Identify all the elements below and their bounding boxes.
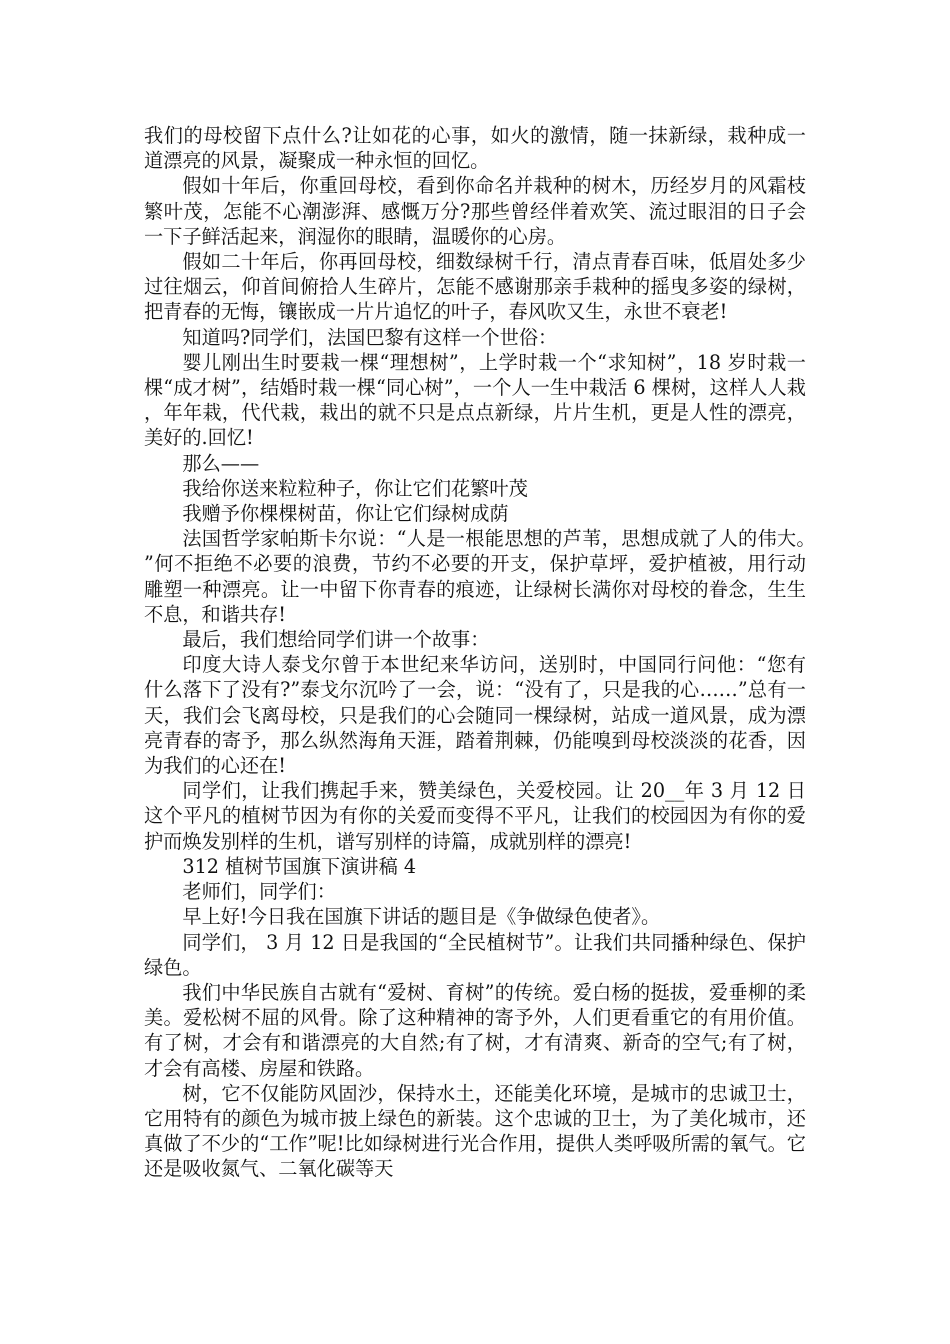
paragraph-17: 我们中华民族自古就有“爱树、育树”的传统。爱白杨的挺拔，爱垂柳的柔美。爱松树不屈的风骨。除了这种精神的寄予外，人们更看重它的有用价值。有了树，才会有和谐漂亮的大自然;有了树，才有清爽、新奇的空气;有了树，才会有高楼、房屋和铁路。: [144, 980, 806, 1080]
salutation: 老师们，同学们：: [182, 880, 336, 904]
paragraph-2: 假如十年后，你重回母校，看到你命名并栽种的树木，历经岁月的风霜枝繁叶茂，怎能不心潮澎湃、感慨万分?那些曾经伴着欢笑、流过眼泪的日子会一下子鲜活起来，润湿你的眼睛，温暖你的心房。: [144, 174, 806, 248]
paragraph-15: 早上好!今日我在国旗下讲话的题目是《争做绿色使者》。: [182, 905, 661, 929]
paragraph-3: 假如二十年后，你再回母校，细数绿树千行，清点青春百味，低眉处多少过往烟云，仰首间俯拾人生碎片，怎能不感谢那亲手栽种的摇曳多姿的绿树，把青春的无悔，镶嵌成一片片追忆的叶子，春风吹又生，永世不衰老!: [144, 250, 806, 324]
section-heading: 312 植树节国旗下演讲稿 4: [182, 854, 417, 878]
paragraph-7: 我给你送来粒粒种子，你让它们花繁叶茂: [182, 476, 528, 500]
paragraph-12: 同学们，让我们携起手来，赞美绿色，关爱校园。让 20__年 3 月 12 日这个平凡的植树节因为有你的关爱而变得不平凡，让我们的校园因为有你的爱护而焕发别样的生机，谱写别样的诗篇，成就别样的漂亮!: [144, 779, 806, 853]
paragraph-4: 知道吗?同学们，法国巴黎有这样一个世俗：: [182, 325, 558, 349]
document-page: [144, 123, 806, 1182]
paragraph-6: 那么——: [182, 451, 260, 475]
paragraph-8: 我赠予你棵棵树苗，你让它们绿树成荫: [182, 502, 509, 526]
paragraph-1: 我们的母校留下点什么?让如花的心事，如火的激情，随一抹新绿，栽种成一道漂亮的风景，凝聚成一种永恒的回忆。: [144, 124, 806, 173]
paragraph-9: 法国哲学家帕斯卡尔说：“人是一根能思想的芦苇，思想成就了人的伟大。”何不拒绝不必要的浪费，节约不必要的开支，保护草坪，爱护植被，用行动雕塑一种漂亮。让一中留下你青春的痕迹，让绿树长满你对母校的眷念，生生不息，和谐共存!: [144, 527, 806, 626]
paragraph-11: 印度大诗人泰戈尔曾于本世纪来华访问，送别时，中国同行问他：“您有什么落下了没有?”泰戈尔沉吟了一会，说：“没有了，只是我的心……”总有一天，我们会飞离母校，只是我们的心会随同一棵绿树，站成一道风景，成为漂亮青春的寄予，那么纵然海角天涯，踏着荆棘，仍能嗅到母校淡淡的花香，因为我们的心还在!: [144, 653, 806, 778]
paragraph-10: 最后，我们想给同学们讲一个故事：: [182, 628, 490, 652]
paragraph-16: 同学们， 3 月 12 日是我国的“全民植树节”。让我们共同播种绿色、保护绿色。: [144, 930, 806, 979]
paragraph-18: 树，它不仅能防风固沙，保持水土，还能美化环境，是城市的忠诚卫士，它用特有的颜色为城市披上绿色的新装。这个忠诚的卫士，为了美化城市，还真做了不少的“工作”呢!比如绿树进行光合作用，提供人类呼吸所需的氧气。它还是吸收氮气、二氧化碳等天: [144, 1081, 806, 1181]
paragraph-5: 婴儿刚出生时要栽一棵“理想树”，上学时栽一个“求知树”，18 岁时栽一棵“成才树”，结婚时栽一棵“同心树”，一个人一生中栽活 6 棵树，这样人人栽，年年栽，代代栽，栽出的就不只是点点新绿，片片生机，更是人性的漂亮，美好的.回忆!: [144, 350, 806, 450]
